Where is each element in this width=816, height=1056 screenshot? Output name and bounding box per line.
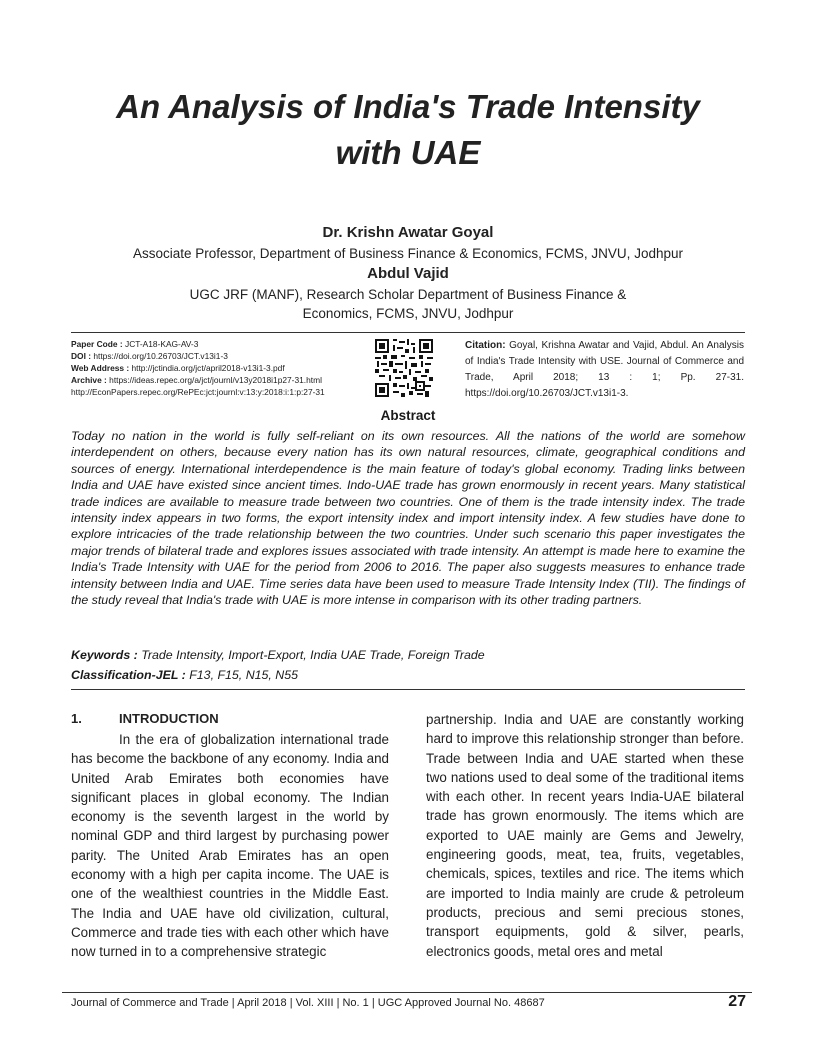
affiliation-line: Economics, FCMS, JNVU, Jodhpur xyxy=(302,306,514,321)
meta-top-rule xyxy=(71,332,745,333)
section-heading xyxy=(71,710,389,728)
affiliation-line: UGC JRF (MANF), Research Scholar Department of Business Finance & xyxy=(189,287,627,302)
body-paragraph: partnership. India and UAE are constantly working hard to improve this relationship stronger than before. Trade between India and UAE started when these two nations used to deal some of the traditional items with each other. In recent years India-UAE bilateral trade has grown enormously. The items which are exported to UAE mainly are Gems and Jewelry, engineering goods, meat, tea, fruits, vegetables, chemicals, spices, textiles and rice. The items which are imported to India mainly are crude & petroleum products, precious and semi precious stones, transport equipments, gold & silver, pearls, electronics goods, metal ores and metal xyxy=(426,712,744,959)
paper-title xyxy=(60,84,756,176)
author-block xyxy=(60,222,756,323)
author-affiliation-1 xyxy=(60,244,756,263)
column-left xyxy=(71,710,389,962)
archive: Archive : https://ideas.repec.org/a/jct/journl/v13y2018i1p27-31.html xyxy=(71,375,322,385)
author-affiliation-2 xyxy=(60,285,756,323)
column-right xyxy=(426,710,744,961)
section-title: INTRODUCTION xyxy=(119,711,219,726)
keywords-label: Keywords : xyxy=(71,648,138,662)
web-link[interactable]: http://jctindia.org/jct/april2018-v13i1-3.pdf xyxy=(131,363,285,373)
affiliation-line: Associate Professor, Department of Business Finance & Economics, FCMS, JNVU, Jodhpur xyxy=(133,246,683,261)
doi: DOI : https://doi.org/10.26703/JCT.v13i1-3 xyxy=(71,351,228,361)
section-number: 1. xyxy=(71,711,82,726)
keywords-text: Trade Intensity, Import-Export, India UAE Trade, Foreign Trade xyxy=(141,648,485,662)
classification-jel xyxy=(71,666,745,684)
citation-text: Goyal, Krishna Awatar and Vajid, Abdul. An Analysis of India's Trade Intensity with USE. Journal of Commerce and Trade, April 2018; 13 : 1; Pp. 27-31. xyxy=(465,340,744,383)
qr-code-icon xyxy=(375,339,433,397)
abstract-text: Today no nation in the world is fully self-reliant on its own resources. All the nations of the world are somehow interdependent on others, because every nation has its own natural resources, climate, geographical conditions and sources of energy. International interdependence is the main feature of today's global economy. Trading links between India and UAE have existed since ancient times. Indo-UAE trade has grown enormously in recent years. Many statistical trade indices are available to measure trade between two countries. One of them is the trade intensity index. The trade intensity index appears in two forms, the export intensity index and import intensity index. A few studies have done to explore intricacies of the trade relationship between the two countries. Under such scenario this paper investigates the major trends of bilateral trade and explores issues associated with trade intensity. An attempt is made here to examine the India's Trade Intensity with UAE for the period from 2006 to 2016. The paper also suggests measures to enhance trade intensity between India and UAE. Time series data have been used to measure Trade Intensity Index (TII). The findings of the study reveal that India's trade with UAE is more intense in comparison with its other trading partners. xyxy=(71,429,745,608)
keywords xyxy=(71,646,745,664)
classification-label: Classification-JEL : xyxy=(71,668,186,682)
author-name-2: Abdul Vajid xyxy=(367,265,449,282)
author-name-1: Dr. Krishn Awatar Goyal xyxy=(322,224,494,241)
paper-code: Paper Code : JCT-A18-KAG-AV-3 xyxy=(71,339,199,349)
abstract-bottom-rule xyxy=(71,689,745,690)
citation-block xyxy=(465,338,744,402)
title-line-1: An Analysis of India's Trade Intensity xyxy=(116,88,700,125)
title-line-2: with UAE xyxy=(335,134,481,171)
journal-footer: Journal of Commerce and Trade | April 2018 | Vol. XIII | No. 1 | UGC Approved Journal No. 48687 xyxy=(71,997,545,1009)
doi-link[interactable]: https://doi.org/10.26703/JCT.v13i1-3 xyxy=(93,351,228,361)
citation-label: Citation: xyxy=(465,340,506,351)
econpapers-link[interactable]: http://EconPapers.repec.org/RePEc:jct:journl:v:13:y:2018:i:1:p:27-31 xyxy=(71,387,325,397)
classification-text: F13, F15, N15, N55 xyxy=(189,668,299,682)
web-address: Web Address : http://jctindia.org/jct/april2018-v13i1-3.pdf xyxy=(71,363,285,373)
abstract-heading: Abstract xyxy=(380,408,436,423)
body-paragraph: In the era of globalization international trade has become the backbone of any economy. India and United Arab Emirates both economies have significant places in global economy. The Indian economy is the seventh largest in the world by nominal GDP and third largest by purchasing power parity. The United Arab Emirates has an open economy with a high per capita income. The UAE is one of the wealthiest countries in the Middle East. The India and UAE have old civilization, cultural, Commerce and trade ties with each other which have now turned in to a comprehensive strategic xyxy=(71,732,389,960)
footer-rule xyxy=(62,992,752,993)
archive-link[interactable]: https://ideas.repec.org/a/jct/journl/v13y2018i1p27-31.html xyxy=(109,375,322,385)
page-number: 27 xyxy=(728,993,746,1010)
citation-doi[interactable]: https://doi.org/10.26703/JCT.v13i1-3. xyxy=(465,388,629,399)
paper-meta xyxy=(71,338,325,398)
